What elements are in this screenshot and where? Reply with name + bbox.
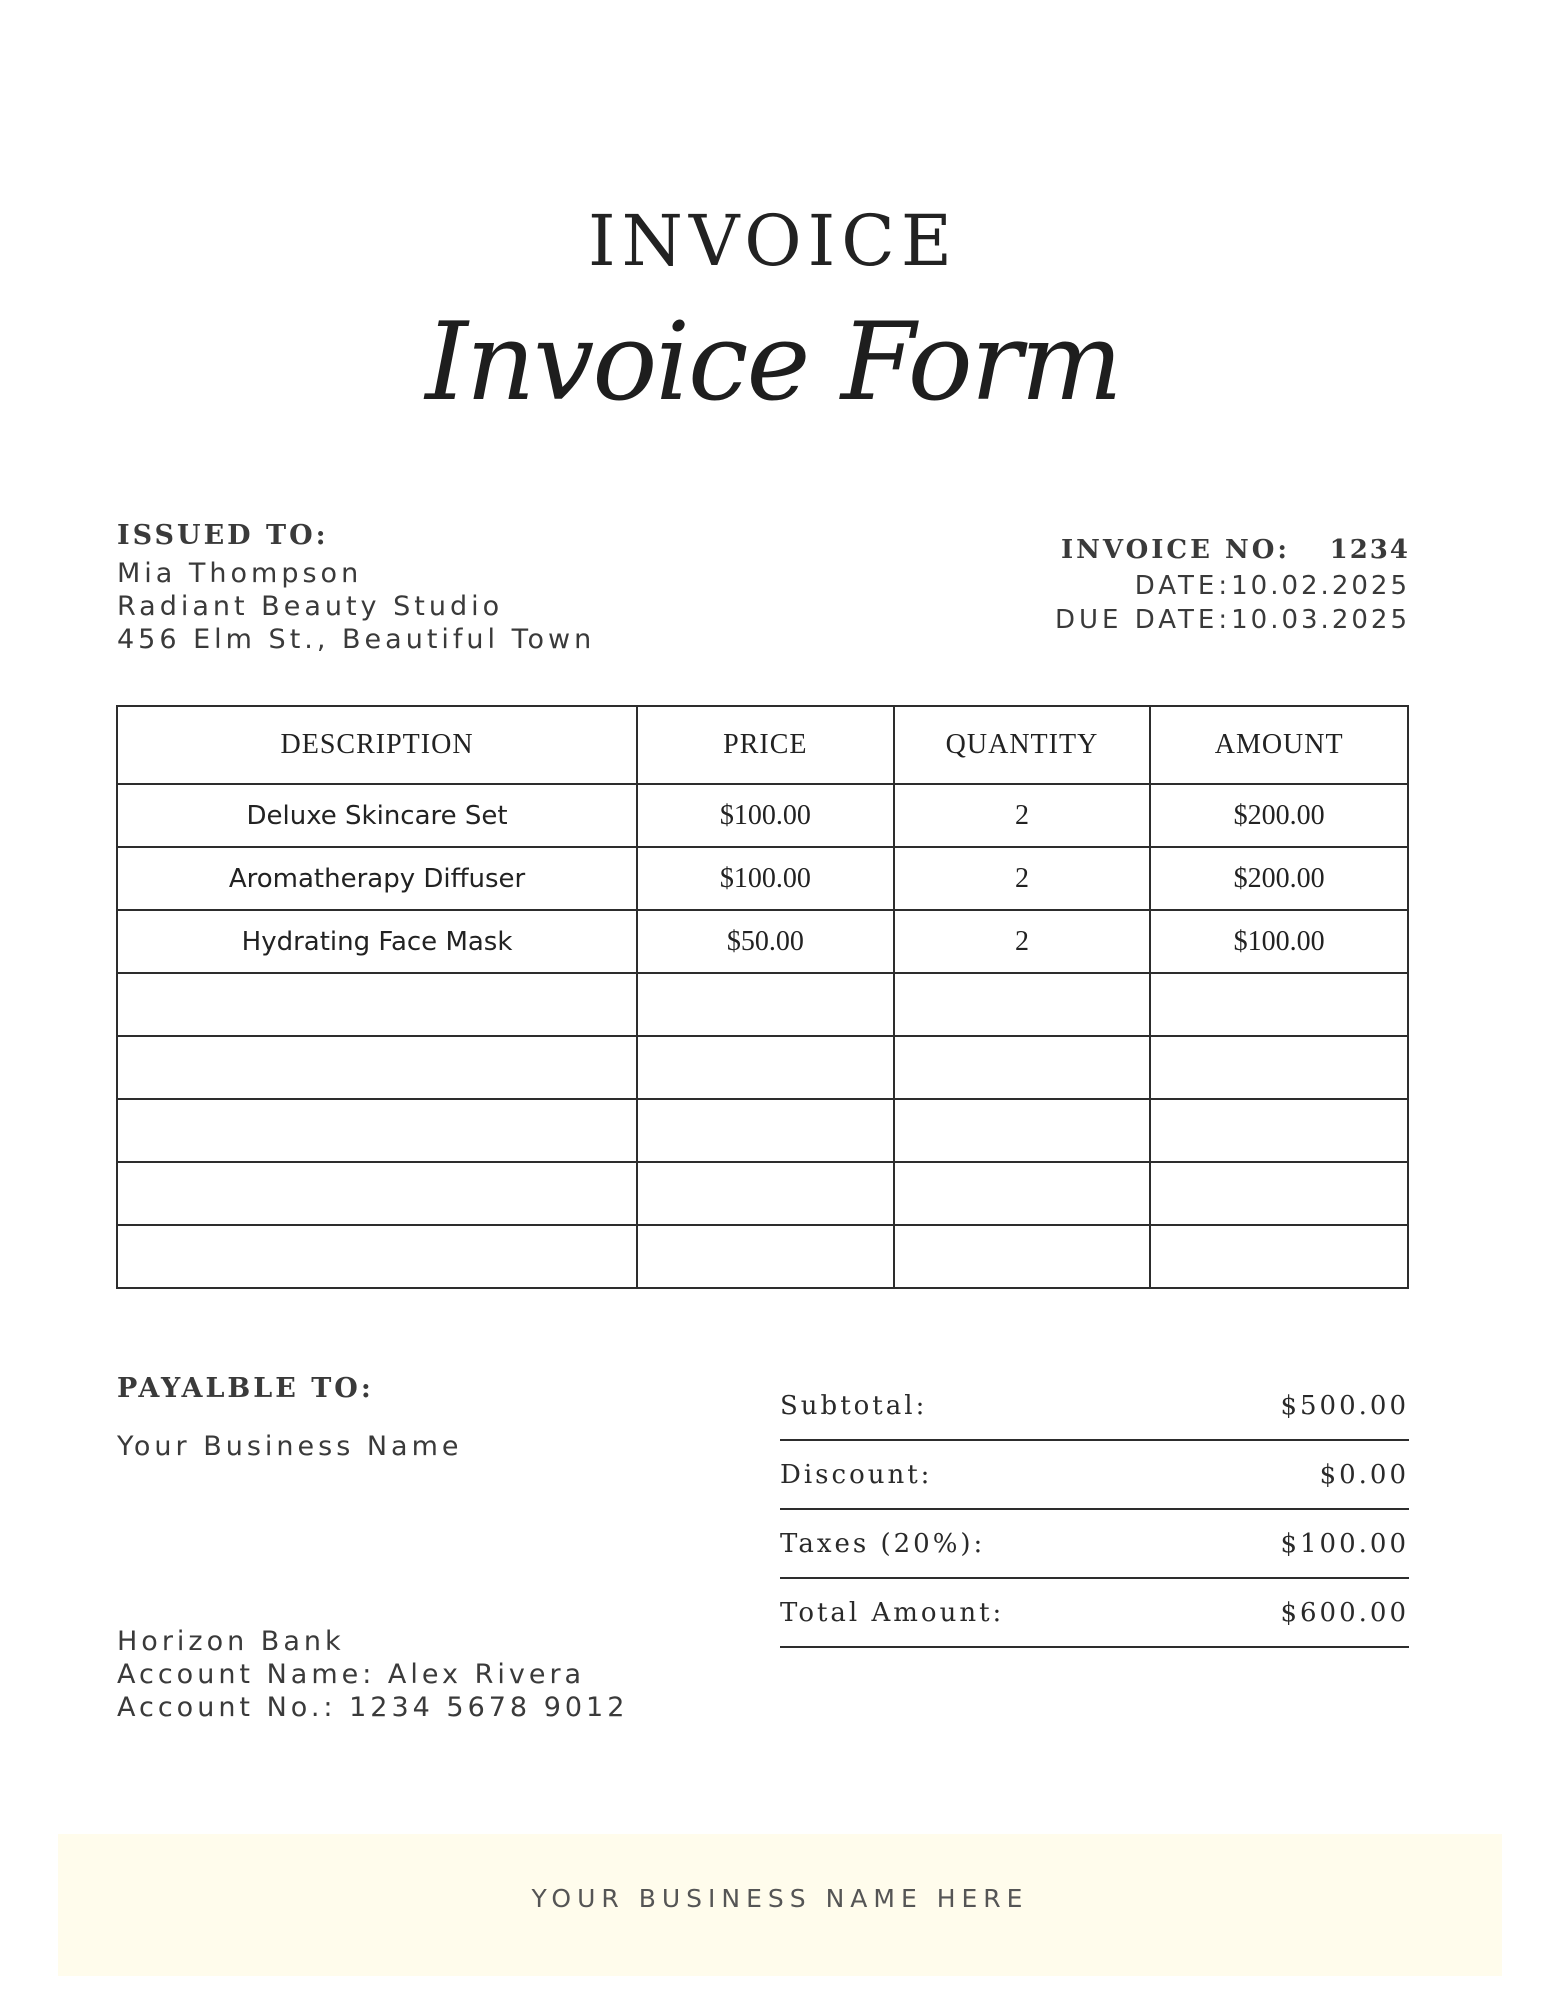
payable-to-label: PAYALBLE TO: bbox=[117, 1373, 374, 1404]
discount-value: $0.00 bbox=[1319, 1459, 1409, 1490]
date-label: DATE: bbox=[1134, 571, 1232, 601]
invoice-meta-block bbox=[850, 535, 1410, 639]
line-items-table bbox=[116, 705, 1409, 1289]
issued-to-label: ISSUED TO: bbox=[117, 520, 329, 551]
item-amount bbox=[1150, 1036, 1408, 1099]
item-amount: $200.00 bbox=[1150, 847, 1408, 910]
taxes-row bbox=[780, 1510, 1409, 1579]
due-date-label: DUE DATE: bbox=[1054, 605, 1232, 635]
table-row-empty bbox=[117, 1162, 1408, 1225]
invoice-script-title: Invoice Form bbox=[425, 300, 1121, 425]
item-amount bbox=[1150, 1099, 1408, 1162]
table-row-empty bbox=[117, 973, 1408, 1036]
subtotal-value: $500.00 bbox=[1280, 1390, 1409, 1421]
item-quantity bbox=[894, 1099, 1151, 1162]
item-amount bbox=[1150, 1225, 1408, 1288]
item-description: Aromatherapy Diffuser bbox=[117, 847, 637, 910]
item-description bbox=[117, 1099, 637, 1162]
item-price bbox=[637, 1162, 894, 1225]
item-price bbox=[637, 1036, 894, 1099]
item-amount: $100.00 bbox=[1150, 910, 1408, 973]
payable-to-block bbox=[117, 1373, 463, 1463]
discount-label: Discount: bbox=[780, 1459, 933, 1490]
item-price bbox=[637, 1099, 894, 1162]
item-price: $100.00 bbox=[637, 847, 894, 910]
table-row-empty bbox=[117, 1099, 1408, 1162]
total-amount-label: Total Amount: bbox=[780, 1597, 1005, 1628]
subtotal-label: Subtotal: bbox=[780, 1390, 928, 1421]
due-date-value: 10.03.2025 bbox=[1231, 605, 1410, 635]
item-description: Hydrating Face Mask bbox=[117, 910, 637, 973]
column-header-price: PRICE bbox=[637, 706, 894, 784]
item-quantity: 2 bbox=[894, 847, 1151, 910]
item-quantity: 2 bbox=[894, 784, 1151, 847]
item-description bbox=[117, 1036, 637, 1099]
item-description bbox=[117, 1162, 637, 1225]
invoice-number: 1234 bbox=[1329, 535, 1410, 565]
due-date-row bbox=[850, 605, 1410, 639]
item-quantity bbox=[894, 1162, 1151, 1225]
discount-row bbox=[780, 1441, 1409, 1510]
table-row bbox=[117, 784, 1408, 847]
item-quantity: 2 bbox=[894, 910, 1151, 973]
item-quantity bbox=[894, 1225, 1151, 1288]
bank-name: Horizon Bank bbox=[117, 1626, 345, 1657]
client-name: Mia Thompson bbox=[117, 558, 363, 589]
bank-account-number: Account No.: 1234 5678 9012 bbox=[117, 1692, 629, 1723]
taxes-value: $100.00 bbox=[1280, 1528, 1409, 1559]
subtotal-row bbox=[780, 1372, 1409, 1441]
client-address: 456 Elm St., Beautiful Town bbox=[117, 624, 596, 655]
bank-details-block bbox=[117, 1625, 628, 1724]
item-price bbox=[637, 1225, 894, 1288]
total-amount-value: $600.00 bbox=[1280, 1597, 1409, 1628]
taxes-label: Taxes (20%): bbox=[780, 1528, 986, 1559]
item-description bbox=[117, 1225, 637, 1288]
item-price: $50.00 bbox=[637, 910, 894, 973]
payable-business-name: Your Business Name bbox=[117, 1431, 463, 1462]
item-description bbox=[117, 973, 637, 1036]
item-price bbox=[637, 973, 894, 1036]
item-description: Deluxe Skincare Set bbox=[117, 784, 637, 847]
item-quantity bbox=[894, 1036, 1151, 1099]
table-header-row bbox=[117, 706, 1408, 784]
item-amount: $200.00 bbox=[1150, 784, 1408, 847]
total-amount-row bbox=[780, 1579, 1409, 1648]
column-header-quantity: QUANTITY bbox=[894, 706, 1151, 784]
column-header-description: DESCRIPTION bbox=[117, 706, 637, 784]
invoice-number-row bbox=[850, 535, 1410, 569]
bank-account-name: Account Name: Alex Rivera bbox=[117, 1659, 586, 1690]
column-header-amount: AMOUNT bbox=[1150, 706, 1408, 784]
footer-business-name: YOUR BUSINESS NAME HERE bbox=[531, 1884, 1029, 1913]
item-quantity bbox=[894, 973, 1151, 1036]
table-row bbox=[117, 847, 1408, 910]
item-amount bbox=[1150, 973, 1408, 1036]
issued-to-block bbox=[117, 520, 595, 656]
invoice-title: INVOICE bbox=[588, 200, 958, 282]
totals-block bbox=[780, 1372, 1409, 1648]
footer-banner bbox=[58, 1834, 1502, 1976]
table-row-empty bbox=[117, 1036, 1408, 1099]
client-company: Radiant Beauty Studio bbox=[117, 591, 504, 622]
invoice-number-label: INVOICE NO: bbox=[1060, 535, 1290, 565]
date-row bbox=[850, 571, 1410, 605]
date-value: 10.02.2025 bbox=[1231, 571, 1410, 601]
item-price: $100.00 bbox=[637, 784, 894, 847]
table-row-empty bbox=[117, 1225, 1408, 1288]
item-amount bbox=[1150, 1162, 1408, 1225]
table-row bbox=[117, 910, 1408, 973]
